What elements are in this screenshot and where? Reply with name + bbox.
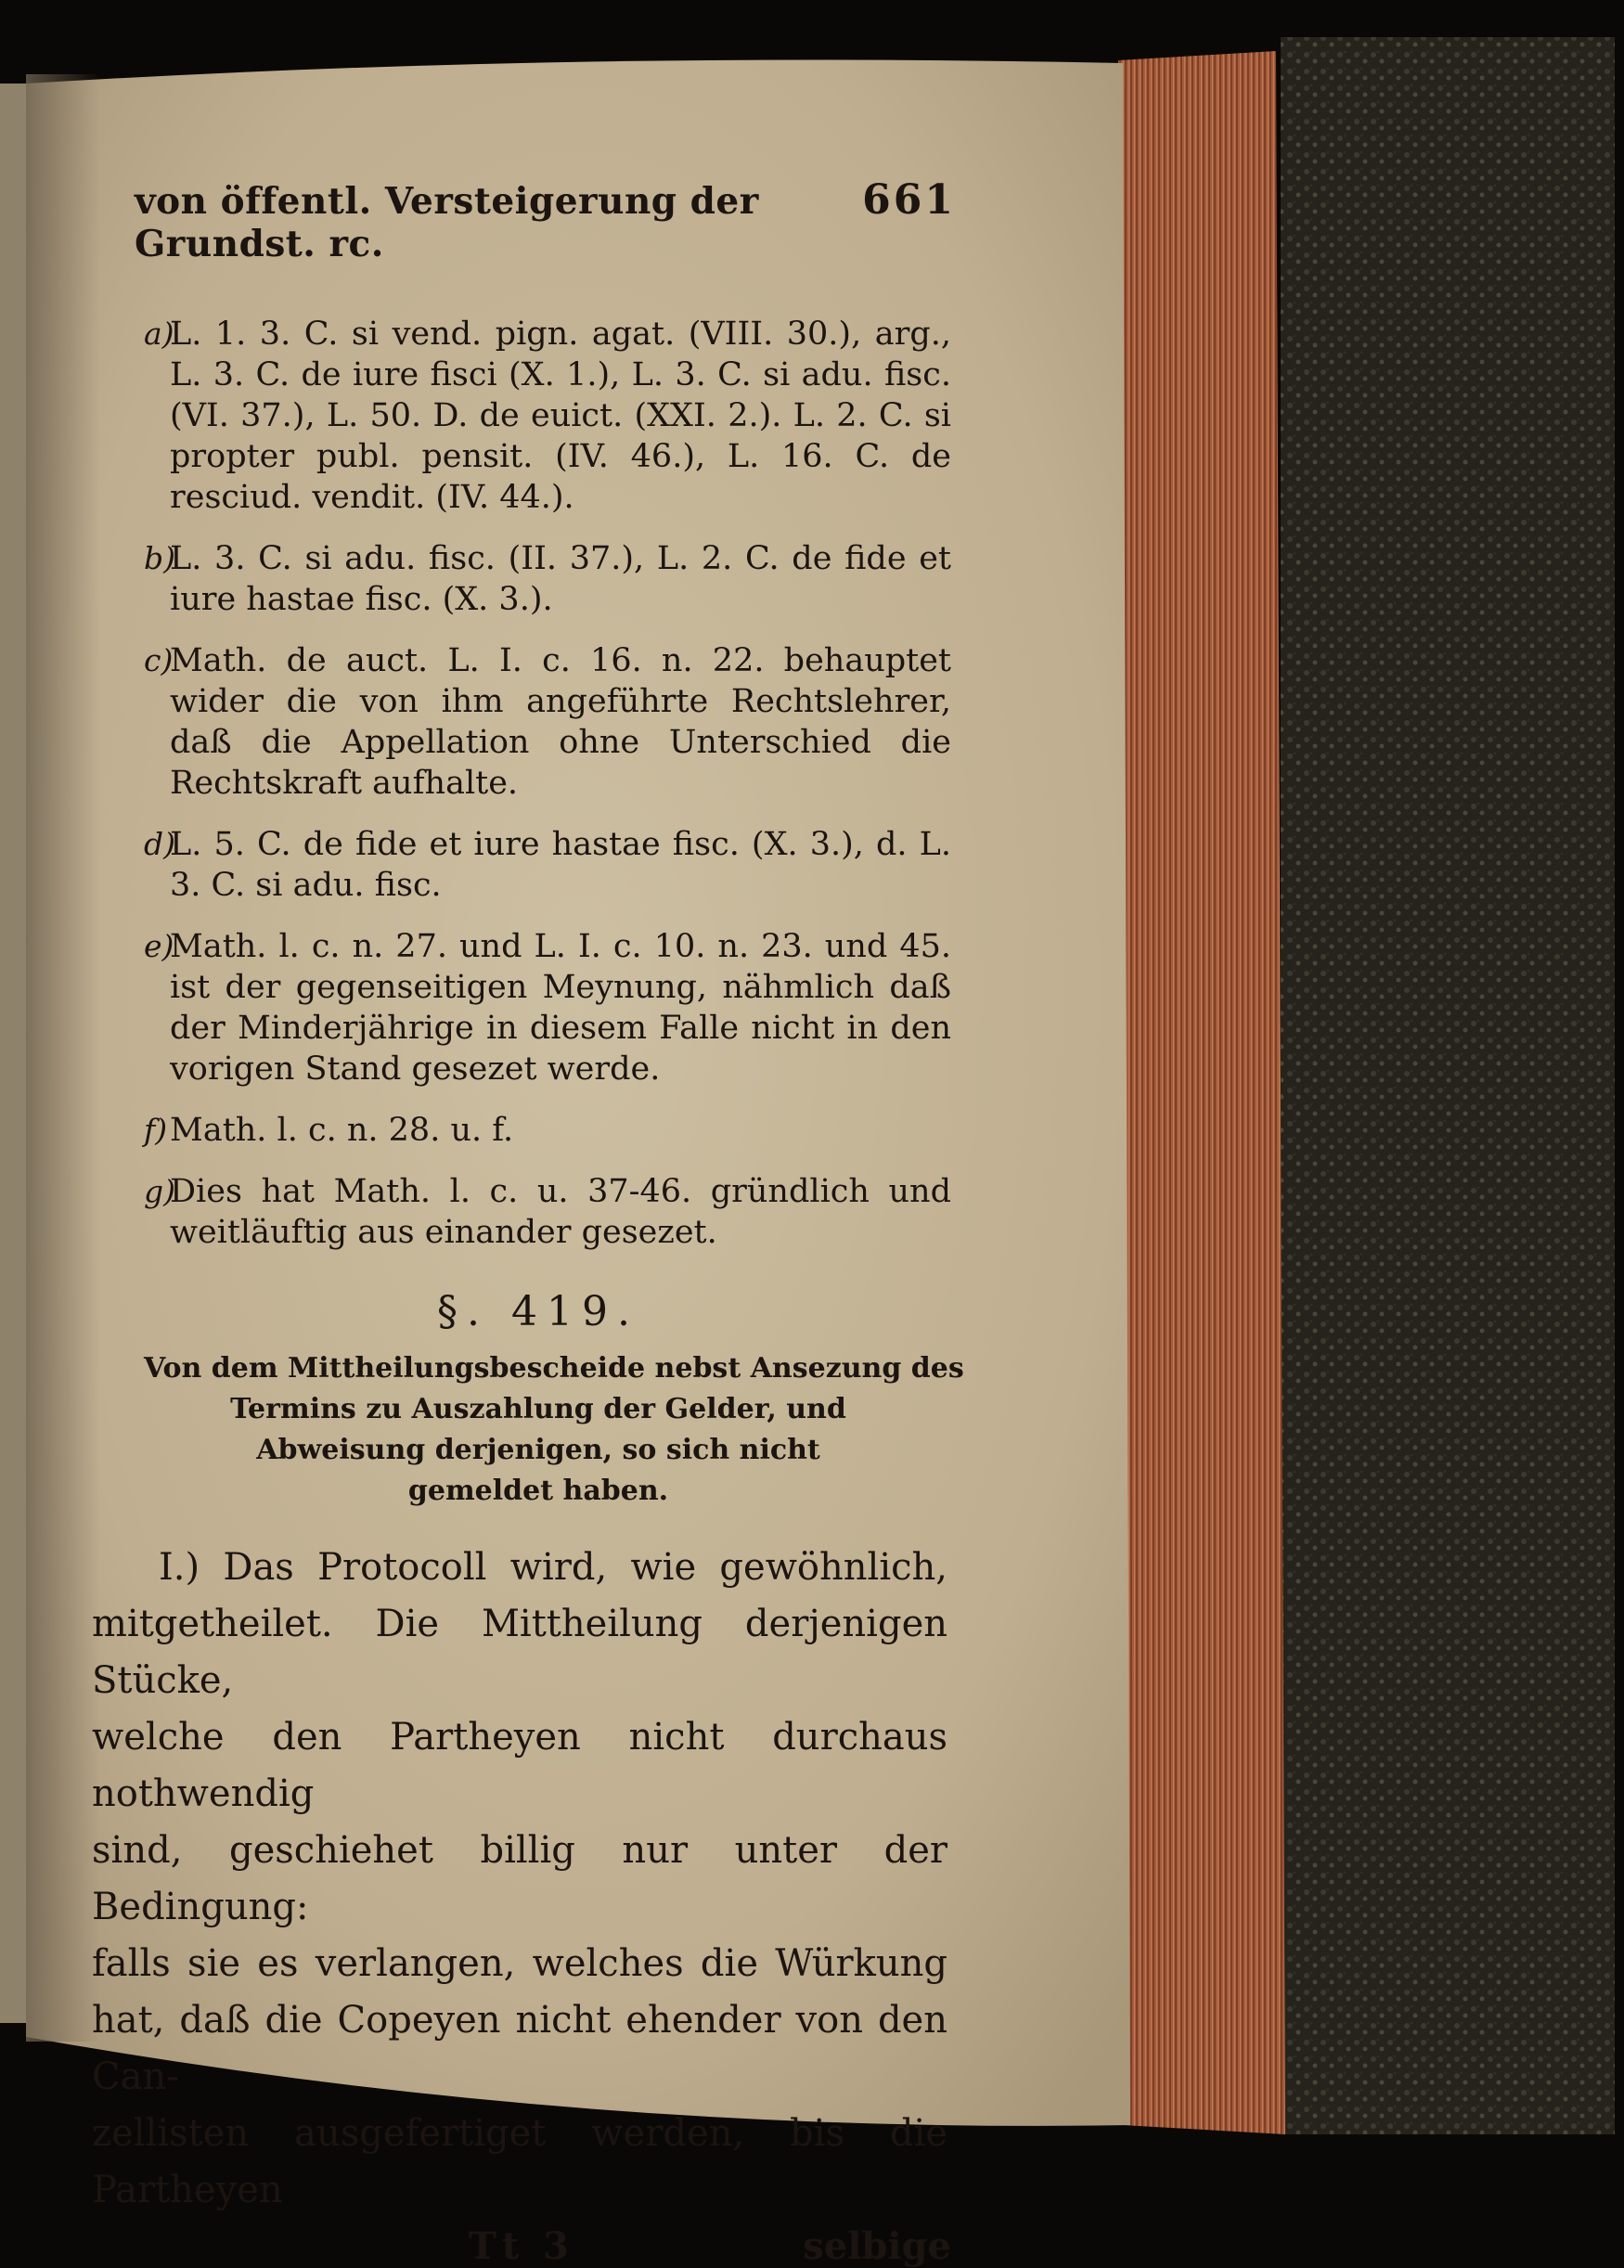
footnote-marker: d) [144, 826, 175, 862]
footnote-a [88, 314, 951, 518]
section-heading [144, 1348, 964, 1512]
page-content [88, 176, 964, 2268]
footnote-text: Math. l. c. n. 27. und L. I. c. 10. n. 23. und 45. ist der gegenseitigen Meynung, nähmlich daß der Minderjährige in diesem Falle nicht in den vorigen Stand gesezet werde. [170, 928, 951, 1088]
footnote-marker: a) [144, 316, 174, 352]
footnote-text: Dies hat Math. l. c. u. 37-46. gründlich und weitläuftig aus einander gesezet. [170, 1173, 951, 1251]
running-head [135, 176, 956, 265]
section-body [92, 1540, 947, 2219]
footnote-marker: c) [144, 642, 174, 678]
footnote-b [88, 538, 951, 620]
body-line: I.) Das Protocoll wird, wie gewöhnlich, [159, 1546, 947, 1589]
page-footer [88, 2224, 951, 2268]
footnote-marker: b) [144, 540, 175, 576]
catchword: selbige [803, 2224, 951, 2268]
body-line: hat, daß die Copeyen nicht ehender von den Can- [92, 1999, 947, 2098]
body-line: sind, geschiehet billig nur unter der Bedingung: [92, 1829, 947, 1928]
footnote-marker: e) [144, 928, 174, 964]
footnote-text: L. 1. 3. C. si vend. pign. agat. (VIII. 30.), arg., L. 3. C. de iure fisci (X. 1.), L. 3. C. si adu. fisc. (VI. 37.), L. 50. D. de euict. (XXI. 2.). L. 2. C. si propter publ. pensit. (IV. 46.), L. 16. C. de resciud. vendit. (IV. 44.). [170, 316, 951, 516]
footnote-d [88, 824, 951, 906]
footnotes [88, 314, 951, 1253]
body-line: falls sie es verlangen, welches die Würkung [92, 1942, 947, 1985]
body-line: zellisten ausgefertiget werden, bis die Partheyen [92, 2112, 947, 2211]
footnote-c [88, 640, 951, 804]
footnote-marker: g) [144, 1173, 175, 1209]
body-line: mitgetheilet. Die Mittheilung derjenigen Stücke, [92, 1603, 947, 1702]
signature-mark: Tt 3 [469, 2224, 574, 2268]
footnote-e [88, 926, 951, 1089]
footnote-marker: f) [144, 1112, 168, 1148]
footnote-text: L. 5. C. de fide et iure hastae fisc. (X. 3.), d. L. 3. C. si adu. fisc. [170, 826, 951, 904]
footnote-f [88, 1110, 951, 1151]
footnote-g [88, 1171, 951, 1253]
page-number: 661 [862, 176, 956, 224]
section-heading-line: Von dem Mittheilungsbescheide nebst Ansezung des [144, 1352, 964, 1385]
footnote-text: L. 3. C. si adu. fisc. (II. 37.), L. 2. C. de fide et iure hastae fisc. (X. 3.). [170, 540, 951, 618]
section-heading-line: Abweisung derjenigen, so sich nicht [256, 1434, 820, 1466]
section-number: §. 419. [437, 1288, 639, 1335]
section-heading-line: gemeldet haben. [407, 1475, 669, 1507]
running-head-title: von öffentl. Versteigerung der Grundst. rc. [135, 180, 759, 265]
body-line: welche den Partheyen nicht durchaus nothwendig [92, 1716, 947, 1815]
section-heading-line: Termins zu Auszahlung der Gelder, und [230, 1393, 846, 1425]
footnote-text: Math. de auct. L. I. c. 16. n. 22. behauptet wider die von ihm angeführte Rechtslehrer, daß die Appellation ohne Unterschied die Rechtskraft aufhalte. [170, 642, 951, 802]
footnote-text: Math. l. c. n. 28. u. f. [170, 1112, 514, 1149]
